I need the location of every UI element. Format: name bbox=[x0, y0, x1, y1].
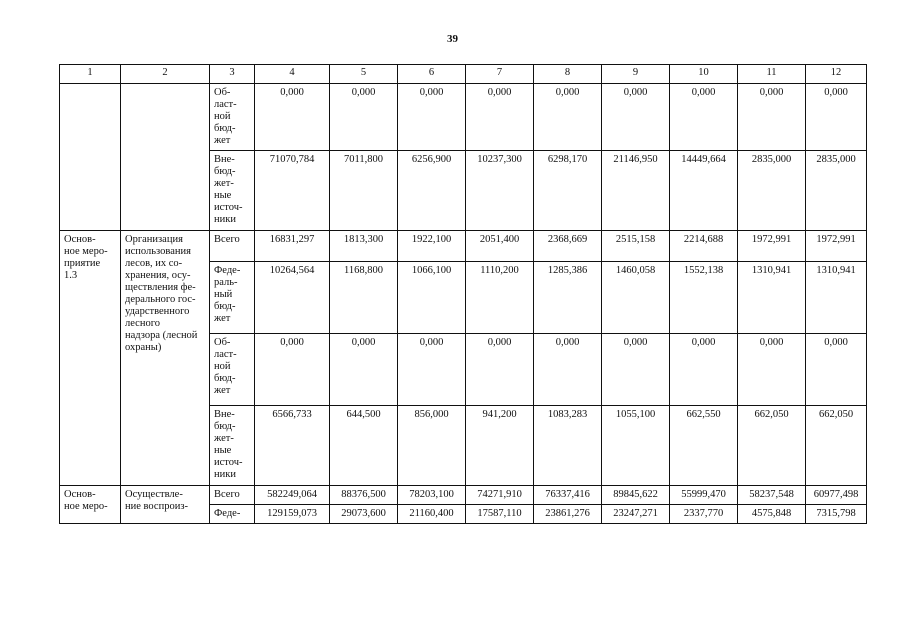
value-cell: 58237,548 bbox=[738, 486, 806, 505]
value-cell: 1310,941 bbox=[738, 262, 806, 334]
value-cell: 1310,941 bbox=[806, 262, 867, 334]
value-cell: 60977,498 bbox=[806, 486, 867, 505]
value-cell: 0,000 bbox=[534, 84, 602, 151]
value-cell: 0,000 bbox=[602, 84, 670, 151]
value-cell: 662,050 bbox=[738, 406, 806, 486]
value-cell: 0,000 bbox=[330, 84, 398, 151]
value-cell: 29073,600 bbox=[330, 505, 398, 524]
col-header: 10 bbox=[670, 65, 738, 84]
value-cell: 856,000 bbox=[398, 406, 466, 486]
activity-code-cell: Основ- ное меро- приятие 1.3 bbox=[60, 231, 121, 486]
value-cell: 0,000 bbox=[670, 84, 738, 151]
value-cell: 582249,064 bbox=[255, 486, 330, 505]
value-cell: 0,000 bbox=[255, 334, 330, 406]
value-cell: 1285,386 bbox=[534, 262, 602, 334]
value-cell: 0,000 bbox=[466, 84, 534, 151]
value-cell: 0,000 bbox=[330, 334, 398, 406]
funding-source-cell: Об- ласт- ной бюд- жет bbox=[210, 84, 255, 151]
value-cell: 2051,400 bbox=[466, 231, 534, 262]
value-cell: 0,000 bbox=[398, 334, 466, 406]
col-header: 11 bbox=[738, 65, 806, 84]
col-header: 7 bbox=[466, 65, 534, 84]
col-header: 3 bbox=[210, 65, 255, 84]
value-cell: 23861,276 bbox=[534, 505, 602, 524]
value-cell: 1552,138 bbox=[670, 262, 738, 334]
funding-source-cell: Всего bbox=[210, 231, 255, 262]
value-cell: 0,000 bbox=[534, 334, 602, 406]
value-cell: 6256,900 bbox=[398, 151, 466, 231]
value-cell: 2337,770 bbox=[670, 505, 738, 524]
value-cell: 10237,300 bbox=[466, 151, 534, 231]
value-cell: 1055,100 bbox=[602, 406, 670, 486]
value-cell: 0,000 bbox=[738, 84, 806, 151]
value-cell: 2368,669 bbox=[534, 231, 602, 262]
value-cell: 1083,283 bbox=[534, 406, 602, 486]
value-cell: 0,000 bbox=[255, 84, 330, 151]
col-header: 8 bbox=[534, 65, 602, 84]
value-cell: 0,000 bbox=[806, 84, 867, 151]
value-cell: 7315,798 bbox=[806, 505, 867, 524]
value-cell: 2835,000 bbox=[738, 151, 806, 231]
col-header: 12 bbox=[806, 65, 867, 84]
value-cell: 76337,416 bbox=[534, 486, 602, 505]
value-cell: 0,000 bbox=[398, 84, 466, 151]
value-cell: 89845,622 bbox=[602, 486, 670, 505]
col-header: 9 bbox=[602, 65, 670, 84]
header-row bbox=[60, 65, 867, 84]
value-cell: 23247,271 bbox=[602, 505, 670, 524]
activity-name-cell: Организация использования лесов, их со- хранения, осу- ществления фе- дерального гос- ударственного лесного надзора (лесной охраны) bbox=[121, 231, 210, 486]
value-cell: 21146,950 bbox=[602, 151, 670, 231]
col-header: 2 bbox=[121, 65, 210, 84]
table-row bbox=[60, 231, 867, 262]
activity-name-cell bbox=[121, 84, 210, 231]
page-number: 39 bbox=[447, 33, 458, 45]
value-cell: 1813,300 bbox=[330, 231, 398, 262]
value-cell: 2515,158 bbox=[602, 231, 670, 262]
value-cell: 1972,991 bbox=[738, 231, 806, 262]
value-cell: 6298,170 bbox=[534, 151, 602, 231]
funding-source-cell: Всего bbox=[210, 486, 255, 505]
value-cell: 17587,110 bbox=[466, 505, 534, 524]
value-cell: 1972,991 bbox=[806, 231, 867, 262]
value-cell: 1168,800 bbox=[330, 262, 398, 334]
funding-source-cell: Вне- бюд- жет- ные источ- ники bbox=[210, 151, 255, 231]
value-cell: 0,000 bbox=[466, 334, 534, 406]
value-cell: 74271,910 bbox=[466, 486, 534, 505]
value-cell: 129159,073 bbox=[255, 505, 330, 524]
value-cell: 2214,688 bbox=[670, 231, 738, 262]
value-cell: 10264,564 bbox=[255, 262, 330, 334]
value-cell: 7011,800 bbox=[330, 151, 398, 231]
col-header: 5 bbox=[330, 65, 398, 84]
budget-table bbox=[59, 64, 867, 524]
value-cell: 4575,848 bbox=[738, 505, 806, 524]
funding-source-cell: Феде- раль- ный бюд- жет bbox=[210, 262, 255, 334]
value-cell: 14449,664 bbox=[670, 151, 738, 231]
activity-code-cell: Основ- ное меро- bbox=[60, 486, 121, 524]
value-cell: 1460,058 bbox=[602, 262, 670, 334]
value-cell: 6566,733 bbox=[255, 406, 330, 486]
value-cell: 55999,470 bbox=[670, 486, 738, 505]
value-cell: 21160,400 bbox=[398, 505, 466, 524]
col-header: 6 bbox=[398, 65, 466, 84]
activity-code-cell bbox=[60, 84, 121, 231]
value-cell: 0,000 bbox=[738, 334, 806, 406]
value-cell: 1110,200 bbox=[466, 262, 534, 334]
funding-source-cell: Об- ласт- ной бюд- жет bbox=[210, 334, 255, 406]
col-header: 1 bbox=[60, 65, 121, 84]
funding-source-cell: Вне- бюд- жет- ные источ- ники bbox=[210, 406, 255, 486]
col-header: 4 bbox=[255, 65, 330, 84]
value-cell: 941,200 bbox=[466, 406, 534, 486]
value-cell: 1066,100 bbox=[398, 262, 466, 334]
value-cell: 1922,100 bbox=[398, 231, 466, 262]
activity-name-cell: Осуществле- ние воспроиз- bbox=[121, 486, 210, 524]
value-cell: 78203,100 bbox=[398, 486, 466, 505]
table-row bbox=[60, 84, 867, 151]
value-cell: 2835,000 bbox=[806, 151, 867, 231]
table-row bbox=[60, 486, 867, 505]
value-cell: 0,000 bbox=[602, 334, 670, 406]
funding-source-cell: Феде- bbox=[210, 505, 255, 524]
value-cell: 16831,297 bbox=[255, 231, 330, 262]
value-cell: 0,000 bbox=[670, 334, 738, 406]
value-cell: 88376,500 bbox=[330, 486, 398, 505]
value-cell: 662,550 bbox=[670, 406, 738, 486]
value-cell: 71070,784 bbox=[255, 151, 330, 231]
value-cell: 644,500 bbox=[330, 406, 398, 486]
value-cell: 662,050 bbox=[806, 406, 867, 486]
value-cell: 0,000 bbox=[806, 334, 867, 406]
